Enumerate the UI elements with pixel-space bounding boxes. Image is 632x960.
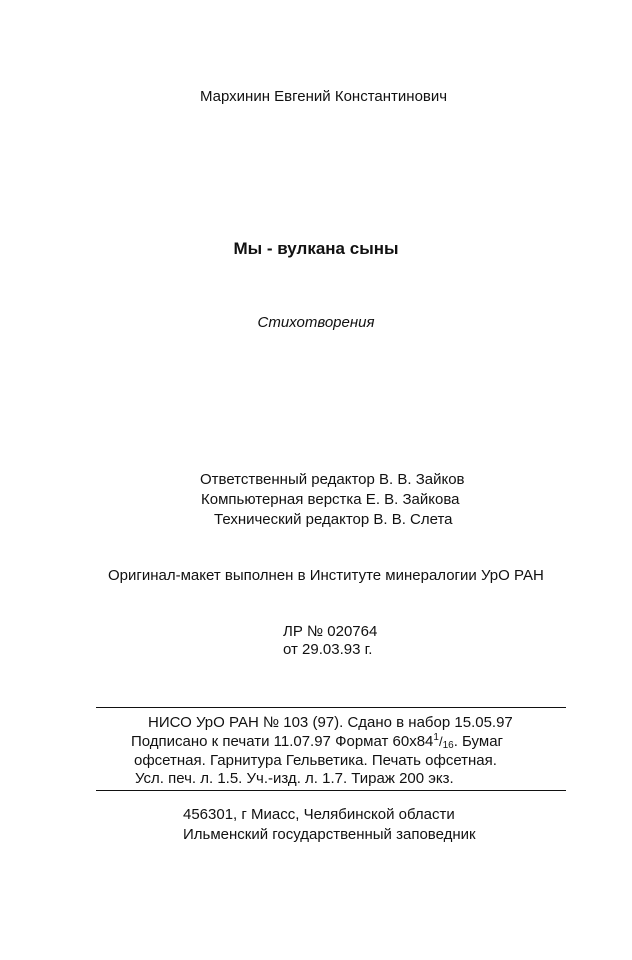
format-denominator: 16 [442, 740, 454, 751]
imprint-line-2-suffix: . Бумаг [453, 733, 504, 750]
format-numerator: 1 [433, 732, 439, 743]
license-date: от 29.03.93 г. [283, 641, 373, 658]
book-subtitle: Стихотворения [257, 314, 375, 331]
author-name: Мархинин Евгений Константинович [200, 88, 448, 105]
credit-layout: Компьютерная верстка Е. В. Зайкова [201, 491, 460, 508]
credit-technical-editor: Технический редактор В. В. Слета [214, 511, 453, 528]
imprint-line-2-prefix: Подписано к печати 11.07.97 Формат 60x84 [131, 733, 434, 750]
imprint-line-4: Усл. печ. л. 1.5. Уч.-изд. л. 1.7. Тираж 200 экз. [135, 770, 454, 787]
credit-responsible-editor: Ответственный редактор В. В. Зайков [200, 471, 465, 488]
imprint-rule-top [96, 707, 566, 708]
book-title: Мы - вулкана сыны [233, 239, 399, 258]
imprint-line-1: НИСО УрО РАН № 103 (97). Сдано в набор 15.05.97 [148, 714, 513, 731]
imprint-line-2 [131, 733, 503, 751]
address-line-2: Ильменский государственный заповедник [183, 826, 476, 843]
original-layout-note: Оригинал-макет выполнен в Институте минералогии УрО РАН [108, 567, 544, 584]
address-line-1: 456301, г Миасс, Челябинской области [183, 806, 455, 823]
format-slash: / [438, 734, 443, 749]
imprint-rule-bottom [96, 790, 566, 791]
imprint-line-3: офсетная. Гарнитура Гельветика. Печать офсетная. [134, 752, 497, 769]
license-number: ЛР № 020764 [283, 623, 378, 640]
